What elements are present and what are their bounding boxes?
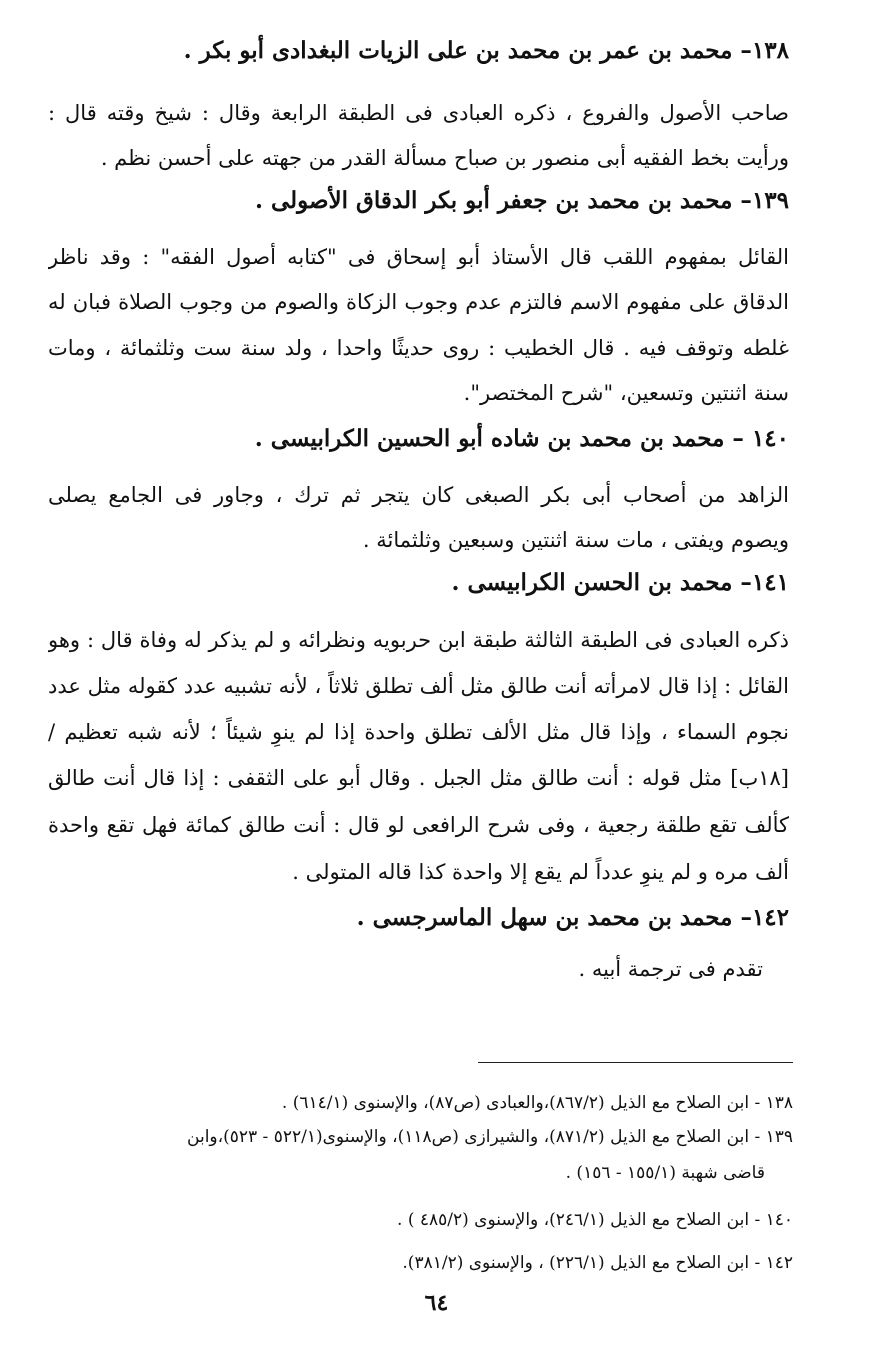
entry-141-line-3: نجوم السماء ، وإذا قال مثل الألف تطلق واحدة إذا لم ينوِ شيئاً ؛ لأنه شبه تعظيم / — [48, 720, 789, 744]
entry-139-line-4: سنة اثنتين وتسعين، "شرح المختصر". — [463, 381, 789, 405]
entry-141-line-5: كألف تقع طلقة رجعية ، وفى شرح الرافعى لو قال : أنت طالق كمائة فهل تقع واحدة — [48, 813, 789, 837]
entry-141-line-1: ذكره العبادى فى الطبقة الثالثة طبقة ابن حربويه ونظرائه و لم يذكر له وفاة قال : وهو — [48, 628, 789, 652]
entry-139-line-3: غلطه وتوقف فيه . قال الخطيب : روى حديثًا واحدا ، ولد سنة ست وثلثمائة ، ومات — [48, 336, 789, 360]
entry-141-line-4: [١٨ب] مثل قوله : أنت طالق مثل الجبل . وقال أبو على الثقفى : إذا قال أنت طالق — [48, 766, 789, 790]
entry-heading-139: ١٣٩– محمد بن محمد بن جعفر أبو بكر الدقاق الأصولى . — [254, 187, 789, 214]
footnote-139-cont: قاضى شهبة (١٥٥/١ - ١٥٦) . — [565, 1163, 765, 1183]
entry-141-line-6: ألف مره و لم ينوِ عدداً لم يقع إلا واحدة كذا قاله المتولى . — [292, 860, 789, 884]
entry-140-line-2: ويصوم ويفتى ، مات سنة اثنتين وسبعين وثلثمائة . — [362, 528, 789, 552]
entry-139-line-2: الدقاق على مفهوم الاسم فالتزم عدم وجوب الزكاة والصوم من وجوب الصلاة فبان له — [48, 290, 789, 314]
entry-140-line-1: الزاهد من أصحاب أبى بكر الصبغى كان يتجر ثم ترك ، وجاور فى الجامع يصلى — [48, 483, 789, 507]
footnote-139: ١٣٩ - ابن الصلاح مع الذيل (٨٧١/٢)، والشيرازى (ص١١٨)، والإسنوى(٥٢٢/١ - ٥٢٣)،وابن — [187, 1127, 793, 1147]
entry-138-line-1: صاحب الأصول والفروع ، ذكره العبادى فى الطبقة الرابعة وقال : شيخ وقته قال : — [48, 101, 789, 125]
entry-138-line-2: ورأيت بخط الفقيه أبى منصور بن صباح مسألة القدر من جهته على أحسن نظم . — [100, 146, 789, 170]
page-number: ٦٤ — [424, 1290, 449, 1316]
entry-heading-141: ١٤١– محمد بن الحسن الكرابيسى . — [451, 569, 789, 596]
entry-142-line-1: تقدم فى ترجمة أبيه . — [578, 957, 763, 981]
footnote-142: ١٤٢ - ابن الصلاح مع الذيل (٢٢٦/١) ، والإسنوى (٣٨١/٢). — [402, 1253, 793, 1273]
footnote-140: ١٤٠ - ابن الصلاح مع الذيل (٢٤٦/١)، والإسنوى (٤٨٥/٢ ) . — [397, 1210, 793, 1230]
footnote-138: ١٣٨ - ابن الصلاح مع الذيل (٨٦٧/٢)،والعبادى (ص٨٧)، والإسنوى (٦١٤/١) . — [281, 1093, 793, 1113]
entry-heading-138: ١٣٨– محمد بن عمر بن محمد بن على الزيات البغدادى أبو بكر . — [183, 37, 789, 64]
footnote-separator — [478, 1062, 793, 1063]
entry-heading-142: ١٤٢– محمد بن محمد بن سهل الماسرجسى . — [356, 904, 789, 931]
entry-139-line-1: القائل بمفهوم اللقب قال الأستاذ أبو إسحاق فى "كتابه أصول الفقه" : وقد ناظر — [48, 245, 789, 269]
entry-141-line-2: القائل : إذا قال لامرأته أنت طالق مثل ألف تطلق ثلاثاً ، لأنه تشبيه عدد كقوله مثل عدد — [48, 674, 789, 698]
entry-heading-140: ١٤٠ – محمد بن محمد بن شاده أبو الحسين الكرابيسى . — [254, 425, 789, 452]
